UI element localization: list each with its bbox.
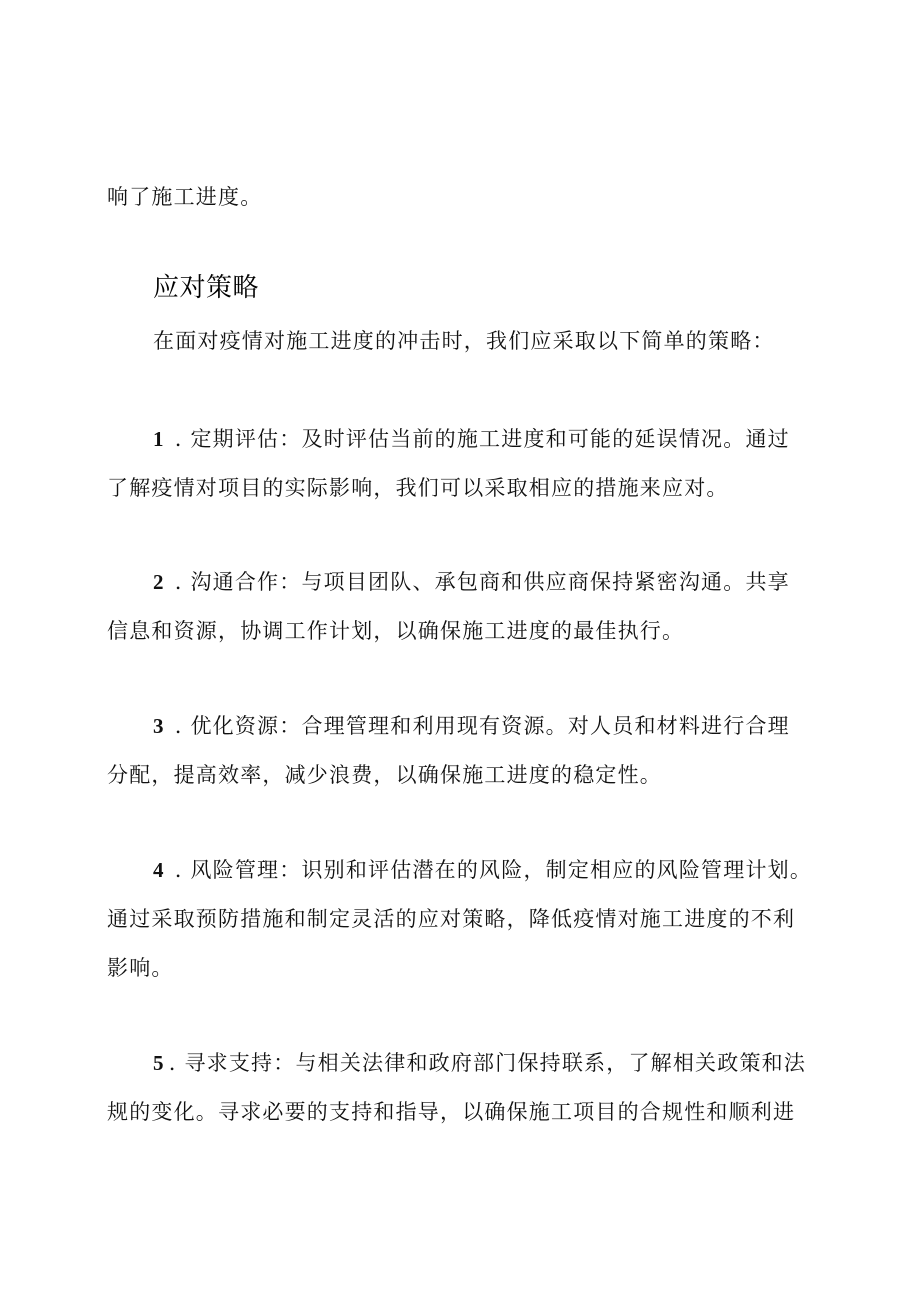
list-item-1-text: . 定期评估：及时评估当前的施工进度和可能的延误情况。通过	[174, 427, 790, 451]
list-item-5-line-2: 规的变化。寻求必要的支持和指导，以确保施工项目的合规性和顺利进	[107, 1100, 796, 1124]
list-item-1-line-1	[153, 424, 790, 454]
list-item-4-line-3: 影响。	[107, 956, 174, 980]
list-item-1-line-2: 了解疫情对项目的实际影响，我们可以采取相应的措施来应对。	[107, 476, 729, 500]
list-item-4-number: 4	[153, 858, 165, 882]
list-item-2-text: . 沟通合作：与项目团队、承包商和供应商保持紧密沟通。共享	[174, 570, 790, 594]
list-item-4-line-2: 通过采取预防措施和制定灵活的应对策略，降低疫情对施工进度的不利	[107, 907, 796, 931]
intro-paragraph: 在面对疫情对施工进度的冲击时，我们应采取以下简单的策略：	[153, 329, 775, 353]
list-item-5-number: 5	[153, 1051, 165, 1075]
list-item-5-line-1	[153, 1048, 806, 1078]
list-item-3-line-2: 分配，提高效率，减少浪费，以确保施工进度的稳定性。	[107, 763, 662, 787]
list-item-4-text: . 风险管理：识别和评估潜在的风险，制定相应的风险管理计划。	[174, 858, 813, 882]
list-item-5-text: . 寻求支持：与相关法律和政府部门保持联系，了解相关政策和法	[168, 1051, 807, 1075]
list-item-2-line-2: 信息和资源，协调工作计划，以确保施工进度的最佳执行。	[107, 619, 685, 643]
section-heading: 应对策略	[153, 273, 260, 303]
list-item-3-line-1	[153, 711, 790, 741]
continuation-text: 响了施工进度。	[107, 185, 263, 209]
list-item-1-number: 1	[153, 427, 165, 451]
list-item-2-number: 2	[153, 570, 165, 594]
list-item-3-text: . 优化资源：合理管理和利用现有资源。对人员和材料进行合理	[174, 714, 790, 738]
list-item-3-number: 3	[153, 714, 165, 738]
list-item-4-line-1	[153, 855, 812, 885]
list-item-2-line-1	[153, 567, 790, 597]
